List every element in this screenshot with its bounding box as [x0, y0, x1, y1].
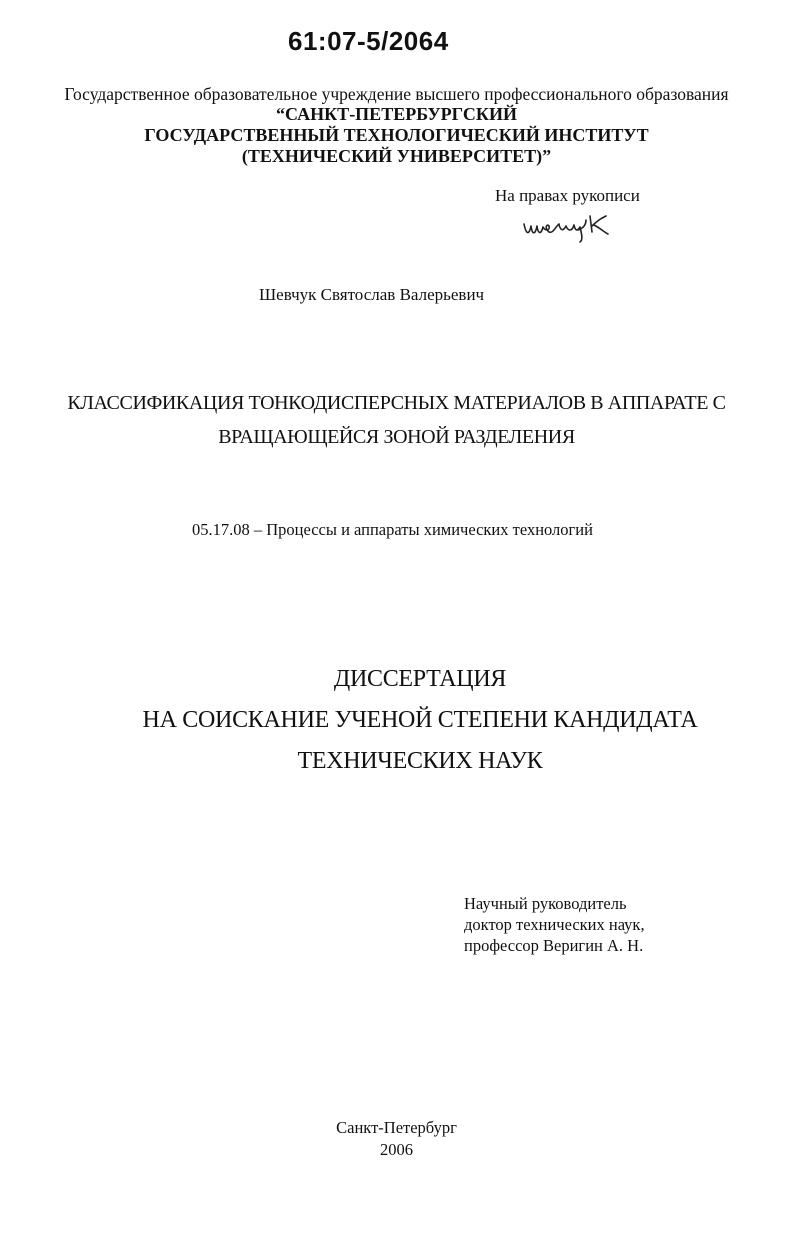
dissertation-line-3: ТЕХНИЧЕСКИХ НАУК	[297, 748, 543, 774]
institution-line-4: (ТЕХНИЧЕСКИЙ УНИВЕРСИТЕТ)”	[241, 146, 552, 166]
handwritten-signature	[520, 210, 620, 244]
institution-line-3: ГОСУДАРСТВЕННЫЙ ТЕХНОЛОГИЧЕСКИЙ ИНСТИТУТ	[144, 125, 649, 145]
institution-line-1: Государственное образовательное учреждение высшего профессионального образования	[64, 84, 729, 104]
dissertation-line-2: НА СОИСКАНИЕ УЧЕНОЙ СТЕПЕНИ КАНДИДАТА	[142, 707, 698, 733]
institution-header	[0, 84, 793, 167]
dissertation-title	[0, 386, 793, 454]
title-line-2: ВРАЩАЮЩЕЙСЯ ЗОНОЙ РАЗДЕЛЕНИЯ	[218, 426, 575, 448]
city: Санкт-Петербург	[336, 1118, 457, 1137]
place-and-year	[0, 1117, 793, 1161]
author-name: Шевчук Святослав Валерьевич	[259, 285, 485, 304]
supervisor-line-1: Научный руководитель	[464, 894, 627, 913]
dissertation-line-1: ДИССЕРТАЦИЯ	[333, 666, 507, 692]
supervisor-line-3: профессор Веригин А. Н.	[464, 936, 644, 955]
year: 2006	[380, 1140, 413, 1159]
manuscript-rights: На правах рукописи	[495, 186, 640, 205]
specialty-code: 05.17.08 – Процессы и аппараты химических технологий	[192, 520, 593, 539]
dissertation-type	[0, 659, 793, 782]
institution-line-2: “САНКТ-ПЕТЕРБУРГСКИЙ	[276, 104, 517, 124]
supervisor-block	[464, 893, 645, 956]
title-line-1: КЛАССИФИКАЦИЯ ТОНКОДИСПЕРСНЫХ МАТЕРИАЛОВ В АППАРАТЕ С	[67, 392, 726, 414]
catalog-number: 61:07-5/2064	[288, 26, 449, 56]
supervisor-line-2: доктор технических наук,	[464, 915, 645, 934]
